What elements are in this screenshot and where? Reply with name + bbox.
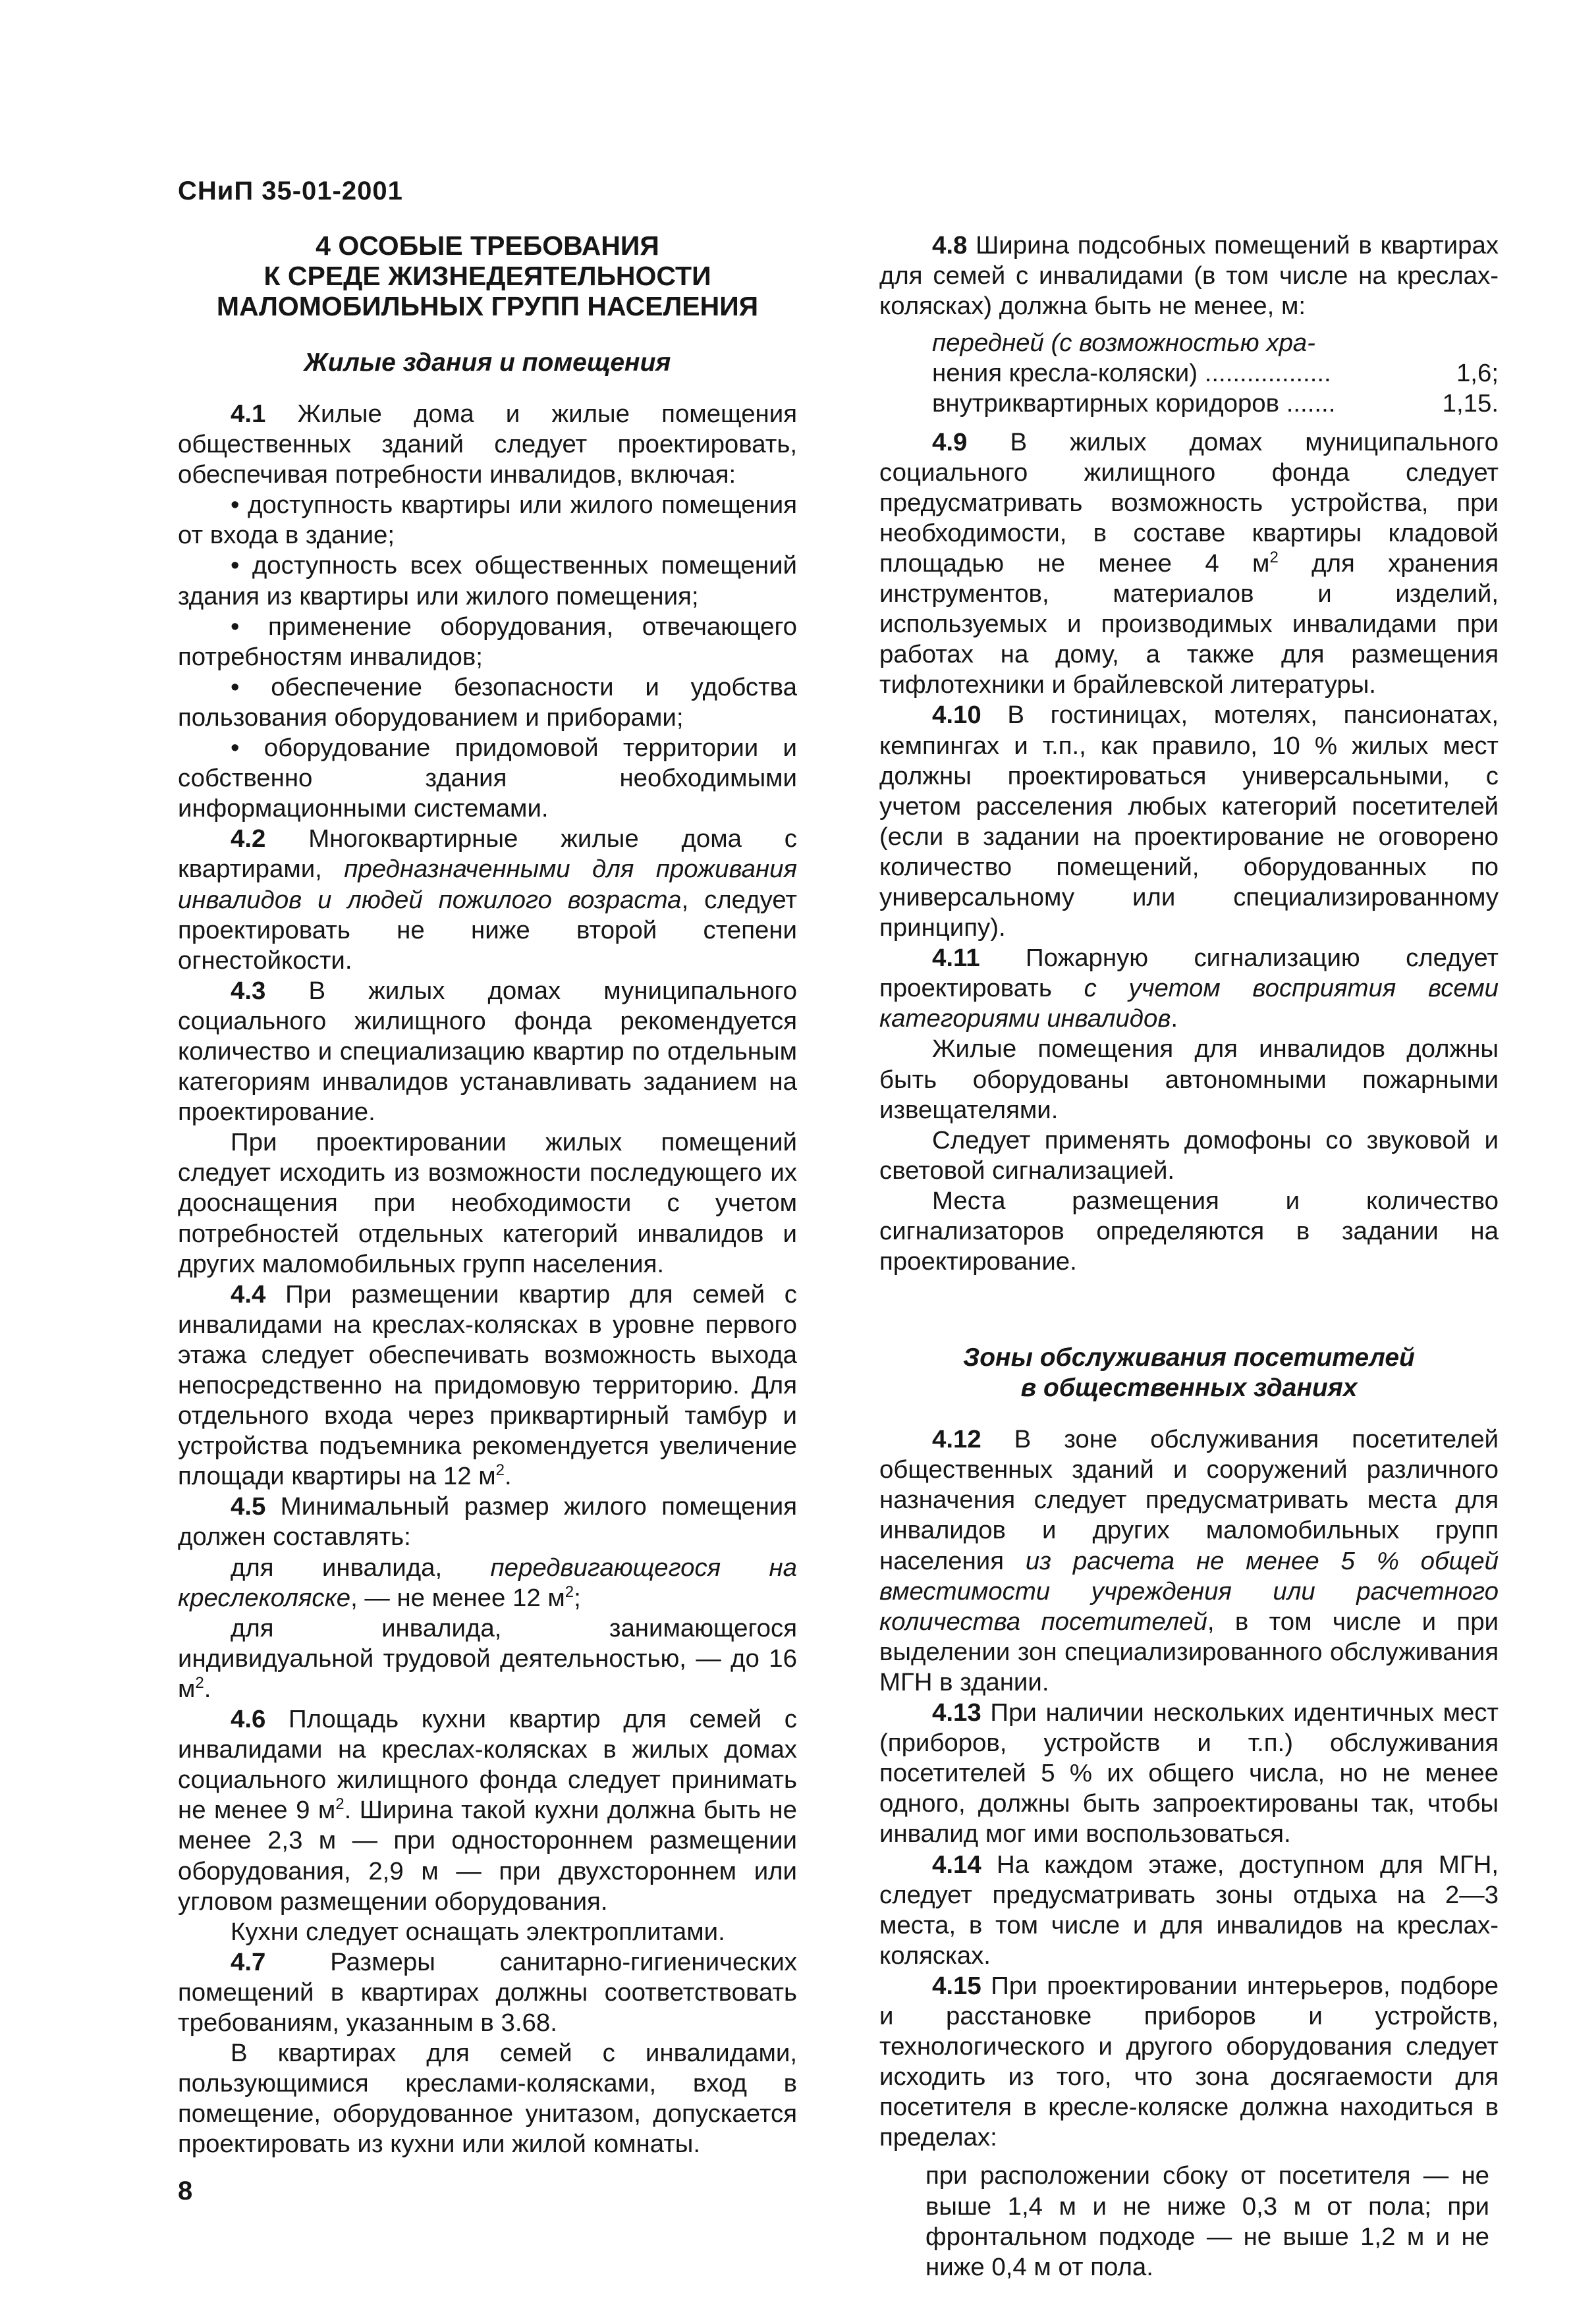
clause-text: . — [1171, 1004, 1178, 1033]
clause-text: Размеры санитарно-гигиенических помещений в квартирах должны соответствовать требованиям, указанным в 3.68. — [178, 1947, 797, 2037]
superscript: 2 — [335, 1795, 345, 1814]
clause-4-14 — [879, 1850, 1499, 1971]
clause-text-italic: передвигающегося на креслеколяске — [178, 1553, 797, 1612]
width-list-line: передней (с возможностью хра- — [932, 329, 1315, 358]
superscript: 2 — [495, 1461, 505, 1480]
clause-4-6 — [178, 1704, 797, 1917]
clause-4-11 — [879, 943, 1499, 1034]
clause-4-4 — [178, 1280, 797, 1492]
paragraph — [178, 1613, 797, 1704]
section-title — [178, 348, 797, 378]
paragraph: Следует применять домофоны со звуковой и световой сигнализацией. — [879, 1125, 1499, 1185]
clause-number: 4.2 — [231, 824, 266, 853]
width-list-dots: ....... — [1286, 389, 1336, 418]
width-list-dots: .................. — [1204, 359, 1331, 388]
clause-text: В жилых домах муниципального социального жилищного фонда следует предусматривать возможность устройства, при необходимости, в составе квартиры кладовой площадью не менее 4 м — [879, 427, 1499, 578]
clause-text: для инвалида, занимающегося индивидуальной трудовой деятельностью, — до 16 м — [178, 1613, 797, 1703]
superscript: 2 — [195, 1673, 204, 1692]
paragraph: В квартирах для семей с инвалидами, пользующимися креслами-колясками, вход в помещение, оборудованное унитазом, допускается проектировать из кухни или жилой комнаты. — [178, 2039, 797, 2159]
clause-text: В зоне обслуживания посетителей общественных зданий и сооружений различного назначения следует предусматривать места для инвалидов и других маломобильных групп населения — [879, 1425, 1499, 1575]
clause-text: На каждом этаже, доступном для МГН, следует предусматривать зоны отдыха на 2—3 места, в том числе и для инвалидов на креслах-колясках. — [879, 1850, 1499, 1970]
section-title-line: Зоны обслуживания посетителей — [963, 1343, 1415, 1372]
clause-4-12 — [879, 1424, 1499, 1698]
clause-4-15 — [879, 1971, 1499, 2153]
clause-text: ; — [574, 1583, 581, 1612]
clause-text: Жилые дома и жилые помещения общественных зданий следует проектировать, обеспечивая потребности инвалидов, включая: — [178, 400, 797, 489]
reach-limits: при расположении сбоку от посетителя — не выше 1,4 м и не ниже 0,3 м от пола; при фронтальном подходе — не выше 1,2 м и не ниже 0,4 м от пола. — [925, 2161, 1489, 2281]
clause-number: 4.13 — [932, 1698, 981, 1727]
clause-4-9 — [879, 427, 1499, 701]
left-column — [178, 230, 797, 2159]
bullet-item: • обеспечение безопасности и удобства пользования оборудованием и приборами; — [178, 672, 797, 732]
clause-number: 4.14 — [932, 1850, 981, 1879]
clause-number: 4.9 — [932, 427, 968, 456]
clause-text: Площадь кухни квартир для семей с инвалидами на креслах-колясках в жилых домах социального жилищного фонда следует принимать не менее 9 м — [178, 1705, 797, 1825]
clause-number: 4.10 — [932, 701, 981, 730]
width-list-label — [932, 358, 1331, 389]
clause-number: 4.15 — [932, 1971, 981, 2000]
right-column — [879, 230, 1499, 2283]
clause-text: . — [505, 1462, 512, 1491]
width-list-label — [932, 389, 1335, 419]
section-title-line: Жилые здания и помещения — [304, 348, 671, 377]
width-list-value: 1,15. — [1442, 389, 1499, 418]
clause-text: В жилых домах муниципального социального жилищного фонда рекомендуется количество и специализацию квартир по отдельным категориям инвалидов устанавливать заданием на проектирование. — [178, 976, 797, 1127]
chapter-title — [178, 230, 797, 321]
clause-text: При размещении квартир для семей с инвалидами на креслах-колясках в уровне первого этажа следует обеспечивать возможность выхода непосредственно на придомовую территорию. Для отдельного входа через приквартирный тамбур и устройства подъемника рекомендуется увеличение площади квартиры на 12 м — [178, 1280, 797, 1491]
width-list-row — [932, 358, 1499, 389]
width-list — [879, 328, 1499, 419]
clause-text: , — не менее 12 м — [350, 1583, 565, 1612]
clause-4-10 — [879, 700, 1499, 943]
clause-text-italic: предназначенными для проживания инвалидов и людей пожилого возраста — [178, 855, 797, 914]
chapter-title-line: К СРЕДЕ ЖИЗНЕДЕЯТЕЛЬНОСТИ — [263, 261, 711, 291]
bullet-item: • применение оборудования, отвечающего потребностям инвалидов; — [178, 612, 797, 671]
section-title-line: в общественных зданиях — [1020, 1374, 1358, 1403]
clause-text: При проектировании интерьеров, подборе и расстановке приборов и устройств, технологического и другого оборудования следует исходить из того, что зона досягаемости для посетителя в кресле-коляске должна находиться в пределах: — [879, 1971, 1499, 2152]
clause-text-italic: из расчета не менее 5 % общей вместимости учреждения или расчетного количества посетителей — [879, 1546, 1499, 1636]
clause-text: , в том числе и при выделении зон специализированного обслуживания МГН в здании. — [879, 1607, 1499, 1696]
clause-text-italic: с учетом восприятия всеми категориями инвалидов — [879, 974, 1499, 1033]
clause-text: Многоквартирные жилые дома с квартирами, — [178, 824, 797, 884]
clause-number: 4.12 — [932, 1425, 981, 1454]
bullet-item: • оборудование придомовой территории и собственно здания необходимыми информационными системами. — [178, 734, 797, 823]
clause-4-1 — [178, 399, 797, 490]
width-list-text: внутриквартирных коридоров — [932, 389, 1286, 418]
clause-number: 4.8 — [932, 231, 968, 259]
clause-4-8 — [879, 230, 1499, 321]
paragraph: Места размещения и количество сигнализаторов определяются в задании на проектирование. — [879, 1186, 1499, 1276]
chapter-title-line: 4 ОСОБЫЕ ТРЕБОВАНИЯ — [316, 230, 659, 261]
paragraph — [178, 1553, 797, 1613]
clause-number: 4.11 — [932, 944, 980, 973]
superscript: 2 — [1269, 548, 1279, 566]
bullet-item: • доступность квартиры или жилого помещения от входа в здание; — [178, 491, 797, 550]
clause-text: . — [204, 1674, 211, 1703]
clause-4-2 — [178, 824, 797, 975]
width-list-row — [932, 389, 1499, 419]
section-title — [879, 1343, 1499, 1403]
clause-4-5 — [178, 1492, 797, 1552]
clause-number: 4.7 — [231, 1947, 266, 1976]
superscript: 2 — [565, 1582, 574, 1601]
clause-number: 4.4 — [231, 1280, 266, 1309]
clause-4-3 — [178, 976, 797, 1127]
clause-text: , следует проектировать не ниже второй степени огнестойкости. — [178, 885, 798, 975]
clause-4-7 — [178, 1947, 797, 2038]
paragraph: Кухни следует оснащать электроплитами. — [231, 1917, 725, 1946]
clause-number: 4.1 — [231, 400, 266, 428]
clause-text: Минимальный размер жилого помещения должен составлять: — [178, 1492, 797, 1552]
clause-text: Пожарную сигнализацию следует проектировать — [879, 944, 1499, 1003]
clause-text: . Ширина такой кухни должна быть не менее 2,3 м — при одностороннем размещении оборудования, 2,9 м — при двухстороннем или угловом размещении оборудования. — [178, 1796, 797, 1916]
paragraph: При проектировании жилых помещений следует исходить из возможности последующего их дооснащения при необходимости с учетом потребностей отдельных категорий инвалидов и других маломобильных групп населения. — [178, 1128, 797, 1278]
page-number: 8 — [178, 2176, 193, 2205]
bullet-item: • доступность всех общественных помещений здания из квартиры или жилого помещения; — [178, 551, 797, 610]
clause-4-13 — [879, 1698, 1499, 1849]
chapter-title-line: МАЛОМОБИЛЬНЫХ ГРУПП НАСЕЛЕНИЯ — [216, 291, 759, 321]
clause-number: 4.5 — [231, 1492, 266, 1521]
width-list-text: нения кресла-коляски) — [932, 359, 1205, 388]
clause-text: для инвалида, — [231, 1553, 491, 1582]
running-header: СНиП 35-01-2001 — [178, 176, 403, 205]
width-list-value: 1,6; — [1456, 359, 1499, 388]
spacer — [879, 1277, 1499, 1343]
clause-text: В гостиницах, мотелях, пансионатах, кемпингах и т.п., как правило, 10 % жилых мест должны проектироваться универсальными, с учетом расселения любых категорий посетителей (если в задании на проектирование не оговорено количество помещений, оборудованных по универсальному или специализированному принципу). — [879, 701, 1499, 942]
clause-text: При наличии нескольких идентичных мест (приборов, устройств и т.п.) обслуживания посетителей 5 % их общего числа, но не менее одного, должны быть запроектированы так, чтобы инвалид мог ими воспользоваться. — [879, 1698, 1499, 1849]
clause-number: 4.3 — [231, 976, 266, 1005]
clause-text: для хранения инструментов, материалов и изделий, используемых и производимых инвалидами при работах на дому, а также для размещения тифлотехники и брайлевской литературы. — [879, 549, 1499, 699]
clause-text: Ширина подсобных помещений в квартирах для семей с инвалидами (в том числе на креслах-колясках) должна быть не менее, м: — [879, 231, 1499, 321]
clause-number: 4.6 — [231, 1705, 266, 1734]
paragraph: Жилые помещения для инвалидов должны быть оборудованы автономными пожарными извещателями. — [879, 1035, 1499, 1124]
